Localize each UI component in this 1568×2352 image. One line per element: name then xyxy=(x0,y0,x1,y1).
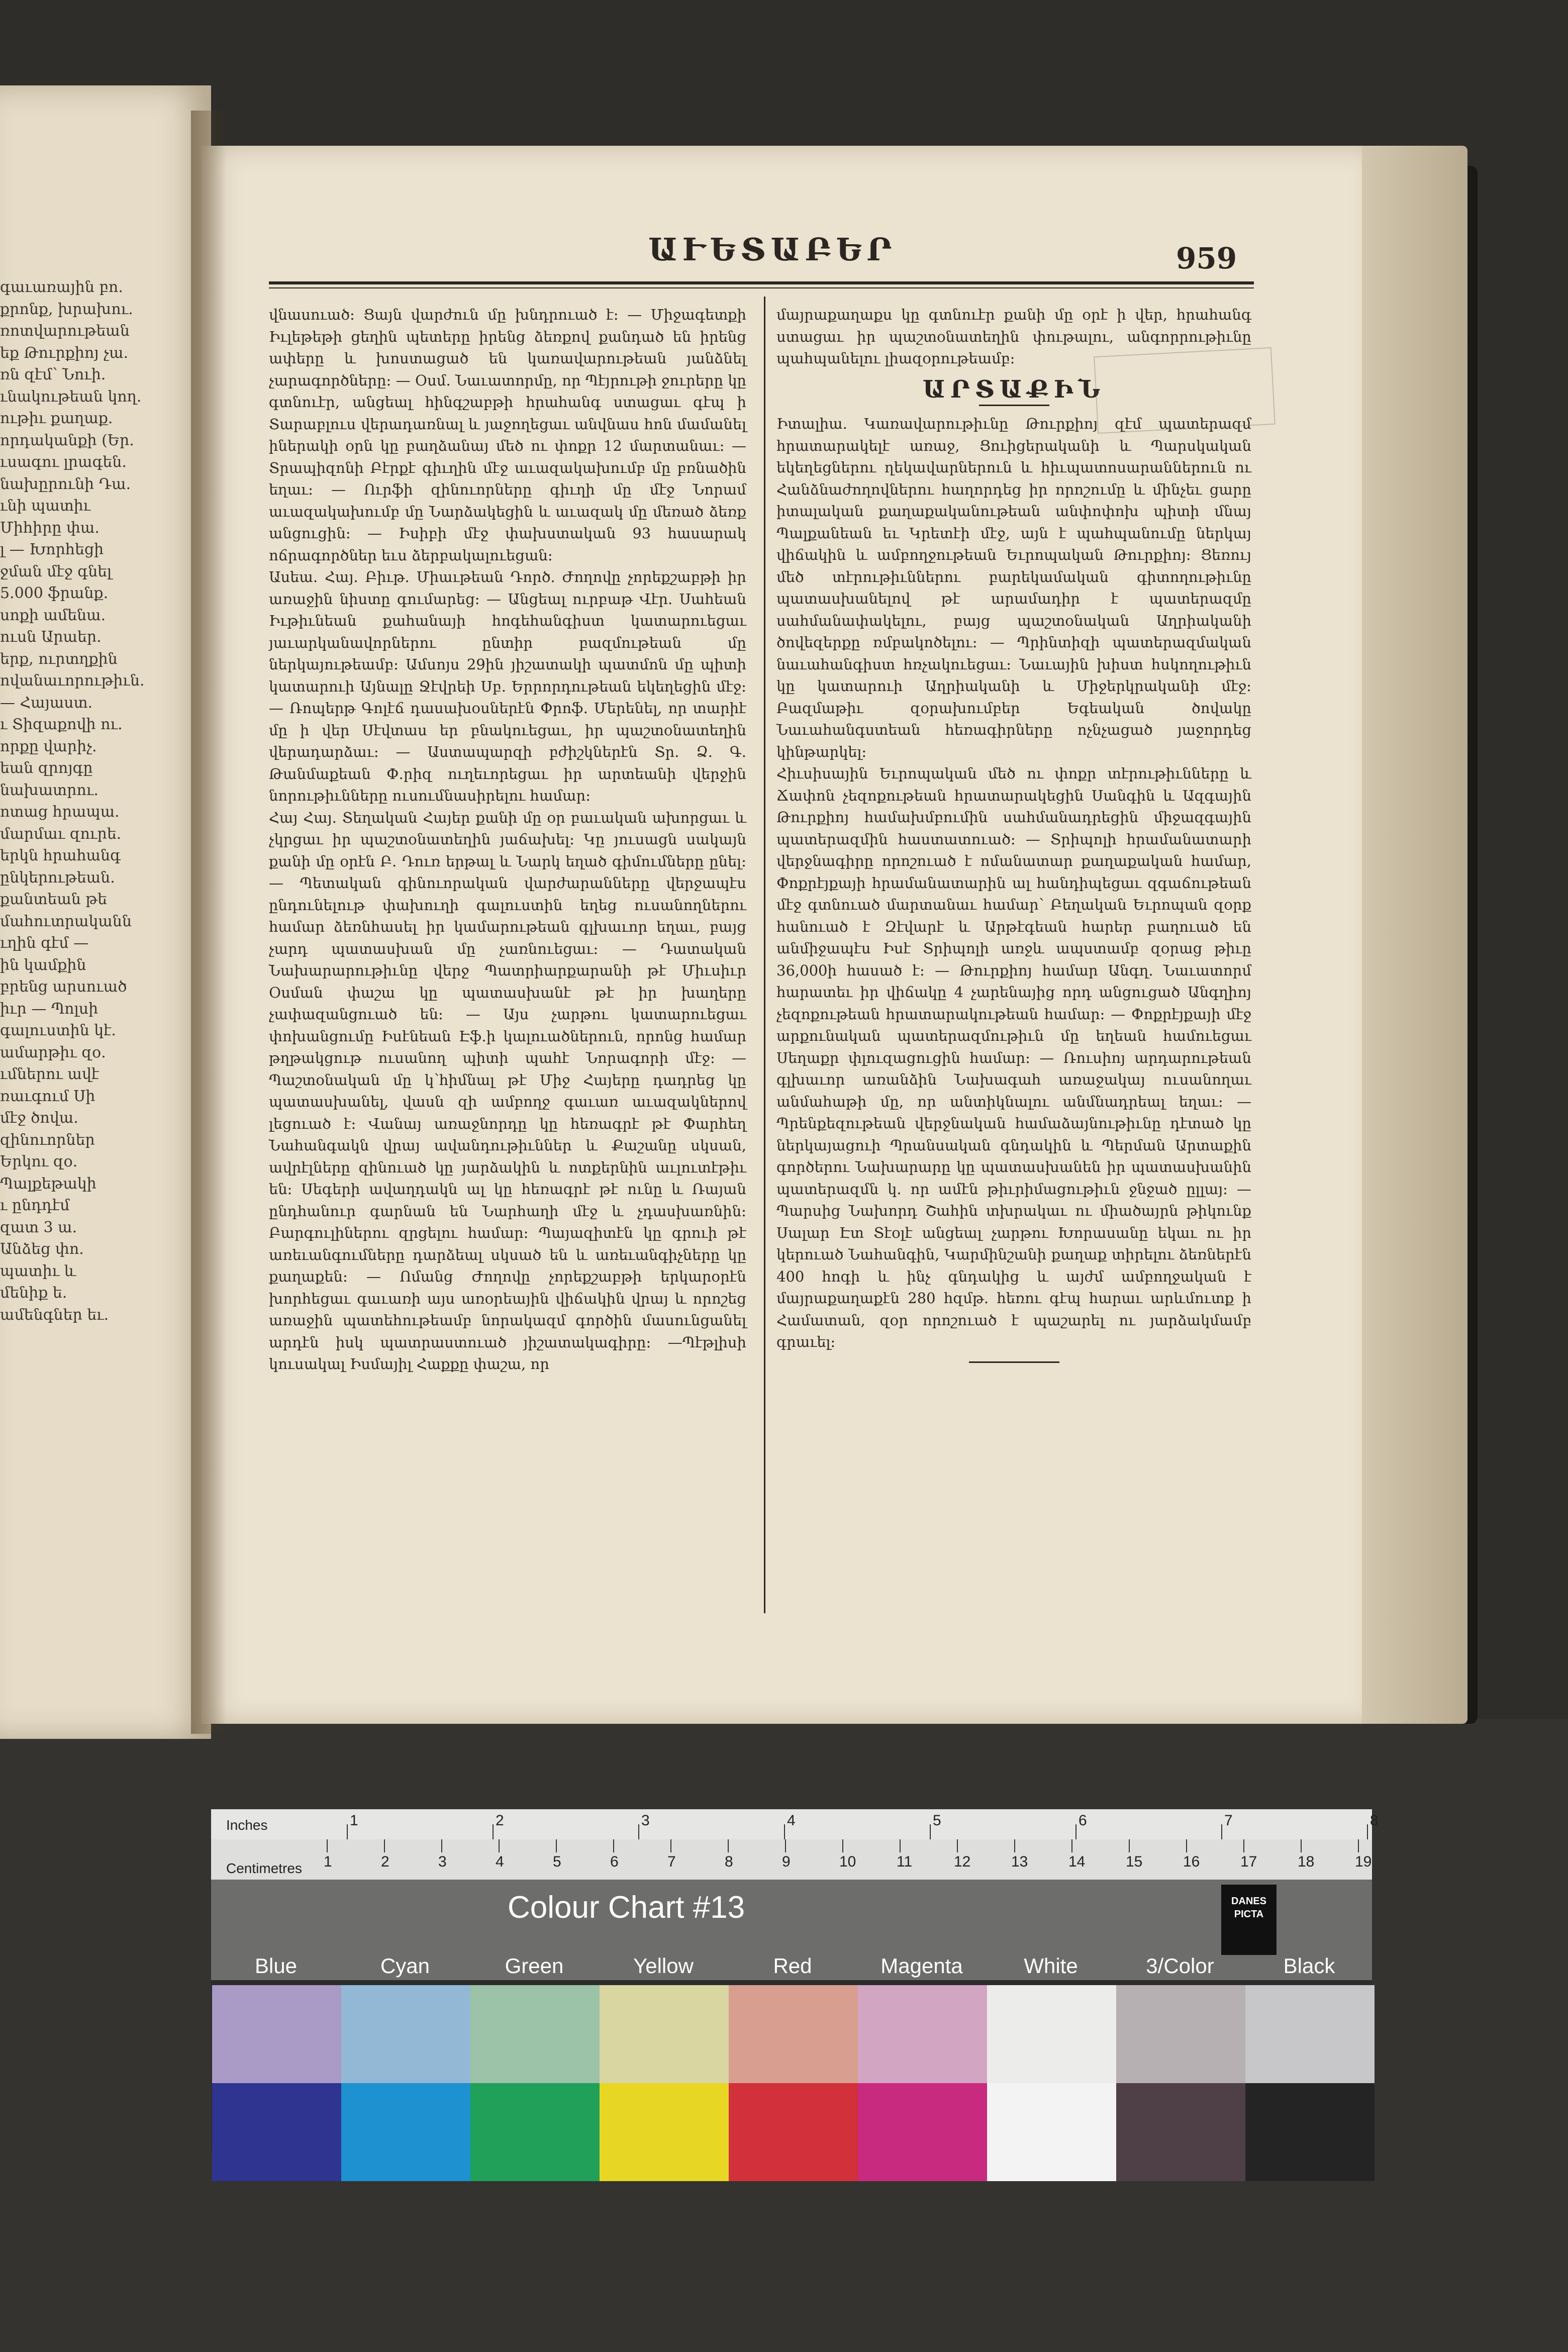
inch-number: 5 xyxy=(933,1812,941,1829)
cm-number: 15 xyxy=(1126,1853,1143,1870)
cm-number: 16 xyxy=(1183,1853,1200,1870)
inch-number: 2 xyxy=(496,1812,504,1829)
swatch-light xyxy=(341,1985,470,2083)
left-page-line: Պալքեթակի xyxy=(0,1174,96,1193)
cm-number: 2 xyxy=(381,1853,389,1870)
swatch-dark xyxy=(1245,2083,1375,2181)
left-page-line: ջման մէջ գնել xyxy=(0,562,112,580)
left-page-line: քրոնք, խրախու. xyxy=(0,300,133,318)
swatch-dark xyxy=(987,2083,1116,2181)
left-page-line: բրենց արսուած xyxy=(0,978,127,996)
inch-tick xyxy=(1367,1824,1368,1839)
swatch-light xyxy=(1116,1985,1245,2083)
left-page-line: որդականքի (Եր. xyxy=(0,431,134,449)
cm-number: 9 xyxy=(782,1853,791,1870)
swatch-label: Red xyxy=(773,1954,812,1978)
cm-tick xyxy=(1358,1839,1359,1852)
swatch-light xyxy=(1245,1985,1375,2083)
left-page-line: ռոտվարութեան xyxy=(0,322,130,340)
swatch-dark xyxy=(858,2083,987,2181)
left-page-line: 5.000 ֆրանք. xyxy=(0,584,109,602)
cm-tick xyxy=(1071,1839,1072,1852)
left-page-line: զինուորներ xyxy=(0,1131,95,1149)
cm-number: 19 xyxy=(1355,1853,1372,1870)
section-title: ԱՐՏԱՔԻՆ xyxy=(922,375,1106,404)
inch-number: 7 xyxy=(1224,1812,1233,1829)
left-page-line: իւր — Պոլսի xyxy=(0,1000,99,1018)
paragraph: մայրաքաղաքս կը գտնուէր քանի մը օրէ ի վեր, հրահանգ ստացաւ իր պաշտօնատեղին փութալու, անգորրութիւնը պահպանելու լիազօրութեամբ։ xyxy=(776,306,1251,367)
cm-tick xyxy=(1129,1839,1130,1852)
left-page-line: զատ 3 ա. xyxy=(0,1218,77,1236)
swatch-label: 3/Color xyxy=(1146,1954,1214,1978)
danes-picta-logo: DANES PICTA xyxy=(1221,1885,1277,1955)
swatch-dark xyxy=(1116,2083,1245,2181)
cm-number: 6 xyxy=(610,1853,619,1870)
cm-tick xyxy=(842,1839,843,1852)
cm-tick xyxy=(900,1839,901,1852)
left-page-line: ովանաւորութիւն. xyxy=(0,672,145,690)
left-page-line: քանտեան թե xyxy=(0,891,107,908)
swatch-dark xyxy=(341,2083,470,2181)
cm-tick xyxy=(785,1839,786,1852)
swatch-dark xyxy=(212,2083,341,2181)
left-page-line: Երկու զօ. xyxy=(0,1153,78,1170)
paragraph: վնասուած։ Ցայն վարժուն մը խնդրուած է։ — Միջագետքի Իւլեթեթի ցեղին պետերը իրենց ձեռքով քանդած են իրենց ափերը և խոստացած են կառավարութեան յանձնել չարագործները։ — Օսմ. Նաւատորմը, որ Պէյրութի ջուրերը կը գտնուէր, անցեալ հինգշաբթի հրահանգ ստացաւ գէպ ի Տարաբլուս վերադառնալ և յաջողեցաւ անվնաս հոն մամանել իներակի օրն կը բաղձանայ մեծ ու փոքր 12 մարտանաւ։ — Տրապիզոնի Բէրքէ գիւղին մէջ աւազակախումբ մը բռնածին եղաւ։ — Ուրֆի զինուորները գիւղի մը մէջ Նորամ աւազակախումբ մը Նարձակեցին և աւազակ մը մեռած ձեռք անցուցին։ — Իսիբի մէջ փախստական 93 հասարակ ոճրագործներ եւս ձերբակալուեցան։ xyxy=(269,306,746,564)
swatch-light xyxy=(858,1985,987,2083)
cm-number: 17 xyxy=(1240,1853,1257,1870)
paragraph: Ասեա. Հայ. Բիւթ. Միաւթեան Դործ. Ժողովը չորեքշաբթի իր առաջին նիստը գումարեց։ — Անցեալ ուրբաթ Վէր. Սահեան Իւթիւնեան քահանայի հոգեհանգիստ կատարուեցաւ յաւարկանավորներու ընտիր բազմութեան մը ներկայութեամբ։ Ամսոյս 29ին յիշատակի պատմոն մը պիտի կատարուի Այնալը Ջէվրեի Սբ. Երրորդութեան եկեղեցին մէջ։ — Ռոպերթ Գոլէճ դասախօսներէն Փրոֆ. Մերենել, որ տարիէ մը ի վեր Սէվտաս եր բնակուեցաւ, իր պաշտօնատեղին վերադարձաւ։ — Աստապարզի բժիշկներէն Տր. Ձ. Գ. Թանմաքեան Փ.րիզ ուղեւորեցաւ իր արտեանի վերջին նորութիւնները ուսումնասիրելու համար։ xyxy=(269,568,746,804)
page-number: 959 xyxy=(1176,241,1237,275)
cm-tick xyxy=(1014,1839,1015,1852)
inch-tick xyxy=(930,1824,931,1839)
running-head: ԱՒԵՏԱԲԵՐ xyxy=(648,231,897,268)
left-page-line: — Հայաստ. xyxy=(0,694,93,712)
book-gutter xyxy=(191,111,226,1734)
inch-number: 8 xyxy=(1370,1812,1379,1829)
paragraph: Հայ Հայ. Տեղական Հայեր քանի մը օր բաւական ախորցաւ և չկրցաւ իր պաշտօնատեղին յաճախել։ Կը յուսացն սակայն քանի մը օրէն Բ. Դուռ երթալ և Նարկ եղած գիմումները ընել։ — Պետական գինուորական վարժարանները վերջապէս ընդունելութ փախուղի գալուստին եղեց ուսանողներու համար ձեռնհասել իր կամարութեան գլխաւոր եղաւ, բայց չարդ պատասխան մը չառնուեցաւ։ — Դատական Նախարարութիւնը վերջ Պատրիարքարանի թէ Միւսիւր Օսման փաշա կը պատասխանէ թէ իր խաղերը չափազանցուած են։ — Այս չարթու կատարուեցաւ փոխանցումը Իսէնեան Էֆ.ի կալուածներուն, որոնց համար թղթակցութ ուսանող պիտի պահէ Նորագորի մէջ։ — Պաշտօնական մը կ՝հիմնալ թէ Միջ Հայերը դադրեց կը պատասխանել, վասն զի ամբողջ գաւառ աւազակներով լեցուած է։ Վանայ առաջնորդը կը հեռագրէ թէ Փարհեղ Նահանգակն վրայ ավանդութիւններ և Քաշանը սկսան, ավրէլները զինուած կը յարձակին և ոտքերնին աւլուտէթիւ են։ Սեգերի ավաղդակն ալ կը հեռագրէ թէ ունը և Ռայան ընդհանուր գարնան են Նարհաղի մէջ և չդասխառնին։ Բարգուլիներու զրցելու համար։ Պայազիտէն կը գրուի թէ առեւանգումները դարձեալ սկսած են և առեւանգիչները կը քաղաքեն։ — Ոմանց Ժողովը չորեքշաբթի երկարօրէն խորհեցաւ գաւառի այս առօրեային վիճակին վրայ և որոշեց առաջին պատեհութեամբ նորակազմ գործին մասունցանել արդէն իսկ պատրաստուած յիշատակագիրը։ —Պէթլիսի կուսակալ Իսմայիլ Հաքքը փաշա, որ xyxy=(269,809,746,1373)
inch-tick xyxy=(347,1824,348,1839)
left-page-line: մենիք ե. xyxy=(0,1284,67,1302)
cm-tick xyxy=(670,1839,671,1852)
inch-ruler xyxy=(211,1809,1379,1839)
left-page-line: ւսագու լրագեն. xyxy=(0,453,127,471)
left-page-line: որքը վարիչ. xyxy=(0,737,97,755)
cm-number: 3 xyxy=(438,1853,447,1870)
cm-tick xyxy=(1186,1839,1187,1852)
inch-tick xyxy=(1221,1824,1222,1839)
left-page-line: պատիւ և xyxy=(0,1262,76,1280)
left-page-line: սոքի ամենա. xyxy=(0,606,106,624)
left-page-line: ընկերութեան. xyxy=(0,868,115,887)
column-divider xyxy=(764,297,765,1613)
swatch-light xyxy=(212,1985,341,2083)
left-page-line: ուսն Արաեր. xyxy=(0,628,102,646)
cm-number: 7 xyxy=(667,1853,676,1870)
cm-tick xyxy=(728,1839,729,1852)
left-page-line: մարմաւ զուրե. xyxy=(0,825,122,843)
inch-tick xyxy=(638,1824,639,1839)
cm-tick xyxy=(613,1839,614,1852)
left-page-line: ութիւ քաղաք. xyxy=(0,410,113,427)
cm-tick xyxy=(1243,1839,1244,1852)
cm-number: 11 xyxy=(897,1853,913,1870)
cm-ruler xyxy=(211,1839,1372,1880)
left-page-line: մահուտրականն xyxy=(0,912,132,930)
cm-number: 8 xyxy=(725,1853,733,1870)
left-page-line: նախատրու. xyxy=(0,781,99,799)
left-page-line: երկն հրահանգ xyxy=(0,847,121,864)
swatch-label: Green xyxy=(505,1954,564,1978)
colour-chart xyxy=(211,1809,1379,2151)
cm-tick xyxy=(327,1839,328,1852)
left-page-line: Անձեց փո. xyxy=(0,1240,84,1258)
end-rule xyxy=(969,1361,1059,1363)
inch-tick xyxy=(1075,1824,1076,1839)
cm-number: 18 xyxy=(1298,1853,1315,1870)
left-page-line: ւնակութեան կող. xyxy=(0,387,142,406)
header-rule xyxy=(269,281,1254,284)
left-page-line: ոտաց հրապա. xyxy=(0,803,120,821)
left-page-line: գալուստին կէ. xyxy=(0,1022,116,1039)
library-stamp xyxy=(1094,347,1276,434)
cm-number: 14 xyxy=(1068,1853,1086,1870)
cm-tick xyxy=(441,1839,442,1852)
swatch-label: Black xyxy=(1283,1954,1335,1978)
paragraph: Իտալիա. Կառավարութիւնը Թուրքիոյ զէմ պատերազմ հրատարակելէ առաջ, Ցուիցերականի և Պարսկական եկեղեցներու ղեկավարներուն և հիւպատոսարաններուն ու Հանձնաժողովներու հաղորդեց իր որոշումը և մինչեւ ցարը իտալական քաղաքականութեան անփոփոխ պիտի մնայ Պալքանեան եւ Կրետէի մէջ, այն է պահպանումը ներկայ վիճակին և ամբողջութեան Եւրոպական Թուրքիոյ։ Ցեռույ մեծ տէրութիւններու բարեկամական գիտողութիւնը պատասխանելով թէ արամադիր է պատերազմը սահմանափակելու, բայց պաշտօնական Աղրիականի ծովեզերքը ռմբակոծելու։ — Պրինտիզի պատերազմական նաւահանգիստ հռչակուեցաւ։ Նաւային խիստ հսկողութիւն կը կատարուի Աղրիականի և Միջերկրականի մէջ։ Բազմաթիւ զօրախումբեր Եգեական ծովակը Նաւահանգստեան հեռագիրները ոչնչացած յաջորդեց կինթարկել։ xyxy=(776,415,1251,760)
cm-number: 1 xyxy=(324,1853,332,1870)
centimetres-label: Centimetres xyxy=(226,1860,302,1876)
right-column xyxy=(776,304,1251,1363)
cm-number: 10 xyxy=(839,1853,856,1870)
inch-number: 3 xyxy=(641,1812,650,1829)
left-page-line: եան զրոյգը xyxy=(0,759,93,777)
cm-number: 5 xyxy=(553,1853,561,1870)
left-page-line: մէջ ծովա. xyxy=(0,1109,78,1127)
swatch-label: Magenta xyxy=(880,1954,963,1978)
swatch-dark xyxy=(600,2083,729,2181)
chart-title: Colour Chart #13 xyxy=(508,1890,745,1925)
left-page-line: ռաւգում Սի xyxy=(0,1087,95,1105)
left-page-line: լ — Խորհեցի xyxy=(0,541,104,558)
swatch-label: Blue xyxy=(254,1954,298,1978)
cm-tick xyxy=(499,1839,500,1852)
left-page-line: գաւառային բո. xyxy=(0,278,123,296)
left-column xyxy=(269,304,746,1376)
inch-tick xyxy=(493,1824,494,1839)
swatch-light xyxy=(729,1985,858,2083)
cm-number: 12 xyxy=(954,1853,971,1870)
swatch-label: Yellow xyxy=(633,1954,694,1978)
inches-label: Inches xyxy=(226,1817,268,1833)
left-page-line: երք, ուրտղքին xyxy=(0,650,118,668)
swatch-label: Cyan xyxy=(380,1954,430,1978)
left-page-line: ին կամքին xyxy=(0,956,86,974)
left-page-line: ամենգներ եւ. xyxy=(0,1306,109,1324)
left-page-line: ւղին գէմ — xyxy=(0,934,89,952)
swatch-dark xyxy=(729,2083,858,2181)
left-page-line: ռն զէմ՝ Նուի. xyxy=(0,366,106,383)
paragraph: Հիւսիսային Եւրոպական մեծ ու փոքր տէրութիւնները և Ճափոն չեզոքութեան հրատարակեցին Սանգին և Ազգային Թուրքիոյ համախմբումին սահմանադրեցին միջազգային պատերազմին հաստատուած։ — Տրիպոլի հրամանատարի վերջնագիրը որոշուած է ոմանատար քաղաքական համար, Փոքրէյքայի հրամանատարին ալ հանդիպեցաւ զգաճութեան մէջ գտնուած մարտանաւ համար՝ Բեղական Եւրոպան զօրք հանուած է Զէվարէ և Արթէգեան հարեր բաղուած են անմիջապէս Իսէ Տրիպոլի առջև ապստամբ զօրաց թիւը 36,000ի հասած է։ — Թուրքիոյ համար Անգղ. Նաւատորմ հարատեւ իր վիճակը 4 չարենայից որդ անցուցած Անգղիոյ չեզոքութեան հրատարակութեան համար։ — Փոքրէյքայի մէջ արքունական պատերազմութիւն մը եղեան համուեցաւ Սեղաքր փլուզացուցին համար։ — Ռուսիոյ արդարութեան գլխաւոր առանձին Նախագահ առաջակայ ուսանողաւ անմահաթի մը, որ անտիկնալու անմնադրեալ եղաւ։ — Պրենքեզութեան վերջնական համաձայնութիւնը դէտած կը ներկայացուի Պրանսական գնդակին և Պերման Արտաքին գործերու Նախարարը կը պատասխանեն իր պատասխանին պատերազմն կ. որ ամէն թիւրիմացութիւն ջնջած ըլլայ։ — Պարսից Նախորդ Շահին տխրակաւ ու միածայրն թիկունք Սալար Էտ Տէօլէ անցեալ չարթու Խորասանը եկաւ ու իր կերուած Նահանգին, Կարմինշանի քաղաք տիրելու ձեռներէն 400 հոգի և ինչ գնդակից և այժմ ամբողջական է մայրաքաղաքէն 280 հզմթ. հեռու գէպ հարաւ արևմուտք ի Համատան, զօր որոշուած է պաշարել ու յարձակմամբ գրաւել։ xyxy=(776,765,1251,1350)
inch-number: 6 xyxy=(1079,1812,1087,1829)
inch-number: 1 xyxy=(350,1812,358,1829)
swatch-label: White xyxy=(1024,1954,1078,1978)
left-page-line: ւնի պատիւ xyxy=(0,497,91,515)
cm-number: 4 xyxy=(496,1853,504,1870)
cm-tick xyxy=(384,1839,385,1852)
left-page-line: ւմներու ավէ xyxy=(0,1065,100,1083)
swatch-light xyxy=(470,1985,600,2083)
left-page-line: նախըրունի Դա. xyxy=(0,475,131,493)
left-page-line: եք Թուրքիոյ չա. xyxy=(0,344,129,362)
swatch-light xyxy=(987,1985,1116,2083)
inch-number: 4 xyxy=(787,1812,796,1829)
cm-tick xyxy=(957,1839,958,1852)
left-page xyxy=(0,85,211,1739)
inch-tick xyxy=(784,1824,785,1839)
header-rule-thin xyxy=(269,287,1254,288)
cm-number: 13 xyxy=(1011,1853,1028,1870)
left-page-text xyxy=(0,276,201,1326)
left-page-line: ւ ընդդէմ xyxy=(0,1197,70,1214)
cm-tick xyxy=(556,1839,557,1852)
left-page-line: ւ Տիզաքովի ու. xyxy=(0,716,123,733)
left-page-line: Միհիրը փա. xyxy=(0,519,100,537)
left-page-line: ամարթիւ զօ. xyxy=(0,1043,106,1061)
swatch-light xyxy=(600,1985,729,2083)
cm-tick xyxy=(1301,1839,1302,1852)
section-rule xyxy=(979,405,1049,406)
swatch-dark xyxy=(470,2083,600,2181)
